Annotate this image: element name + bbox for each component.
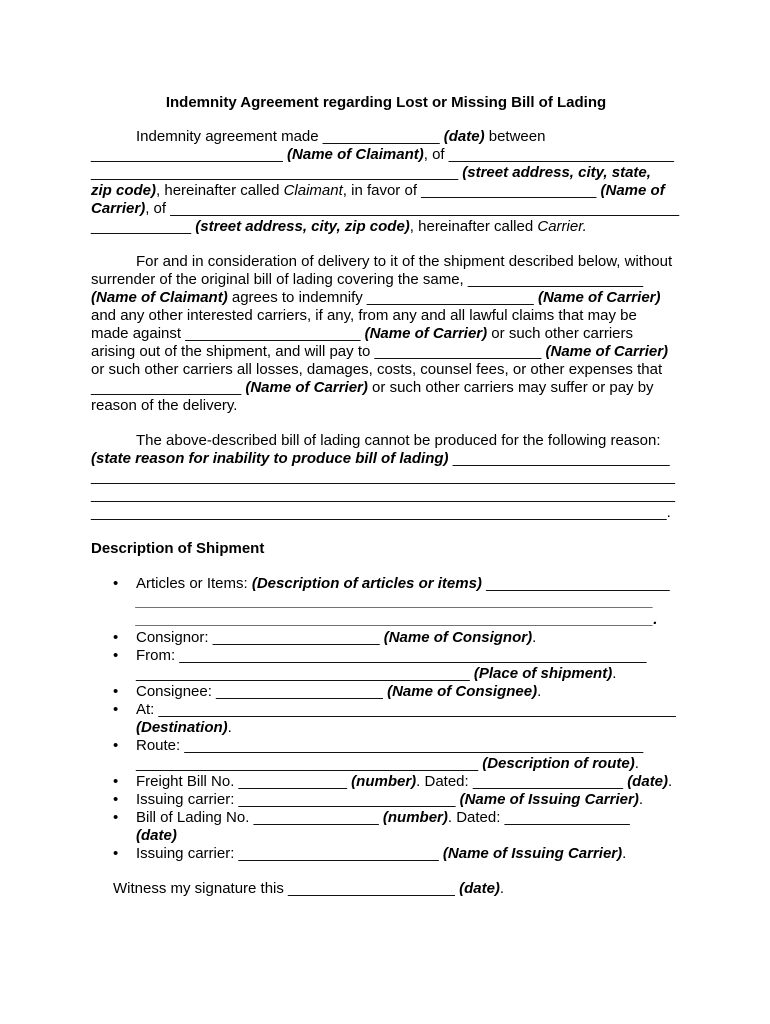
list-item: • Articles or Items: (Description of articles or items) ______________________: [113, 575, 670, 592]
bullet-icon: •: [113, 701, 119, 718]
list-item: _________________________________________ (Description of route).: [136, 755, 639, 772]
document-page: [91, 92, 681, 898]
text-line: and any other interested carriers, if any, from any and all lawful claims that may be: [91, 307, 637, 324]
list-item: (date): [136, 827, 177, 844]
text-line: _______________________ (Name of Claimant), of ___________________________: [91, 146, 674, 163]
list-item: • From: ________________________________________________________: [113, 647, 647, 664]
text-line: or such other carriers all losses, damages, costs, counsel fees, or other expenses that: [91, 361, 663, 378]
text-line: arising out of the shipment, and will pay to ____________________ (Name of Carrier): [91, 343, 669, 360]
bullet-icon: •: [113, 791, 119, 808]
bullet-icon: •: [113, 575, 119, 592]
bullet-icon: •: [113, 629, 119, 646]
list-item: ________________________________________ (Place of shipment).: [136, 665, 617, 682]
list-item: • Bill of Lading No. _______________ (number). Dated: _______________: [113, 809, 630, 826]
bullet-icon: •: [113, 845, 119, 862]
list-item: • Issuing carrier: ________________________ (Name of Issuing Carrier).: [113, 845, 627, 862]
text-line: made against _____________________ (Name of Carrier) or such other carriers: [91, 325, 634, 342]
list-item: • Consignee: ____________________ (Name of Consignee).: [113, 683, 542, 700]
list-item: • Consignor: ____________________ (Name of Consignor).: [113, 629, 537, 646]
document-title: Indemnity Agreement regarding Lost or Missing Bill of Lading: [165, 94, 607, 111]
text-line: For and in consideration of delivery to it of the shipment described below, without: [136, 253, 673, 270]
bullet-icon: •: [113, 737, 119, 754]
text-line: (Name of Claimant) agrees to indemnify ____________________ (Name of Carrier): [91, 289, 661, 306]
indemnity-paragraph: [91, 253, 681, 415]
text-line: ____________ (street address, city, zip code), hereinafter called Carrier.: [91, 218, 587, 235]
reason-paragraph: [91, 432, 681, 522]
list-item: • Freight Bill No. _____________ (number). Dated: __________________ (date).: [113, 773, 673, 790]
list-item: • At: ______________________________________________________________: [113, 701, 676, 718]
bullet-icon: •: [113, 773, 119, 790]
text-line: reason of the delivery.: [91, 397, 238, 414]
bullet-icon: •: [113, 647, 119, 664]
text-line: ____________________________________________ (street address, city, state,: [91, 164, 651, 181]
list-item: (Destination).: [136, 719, 232, 736]
agreement-intro-paragraph: [91, 128, 681, 236]
text-line: (state reason for inability to produce bill of lading) __________________________: [91, 450, 670, 467]
text-line: Indemnity agreement made ______________ (date) between: [136, 128, 546, 145]
list-item: • Route: _______________________________________________________: [113, 737, 644, 754]
blank-line: ______________________________________________________________________: [91, 486, 675, 503]
text-line: __________________ (Name of Carrier) or such other carriers may suffer or pay by: [91, 379, 654, 396]
blank-line: _____________________________________________________________________.: [91, 504, 671, 521]
list-item: ______________________________________________________________: [136, 593, 654, 610]
text-line: Carrier), of _____________________________________________________________: [91, 200, 680, 217]
shipment-list: [91, 575, 681, 863]
witness-line: Witness my signature this ____________________ (date).: [113, 880, 505, 897]
section-heading: Description of Shipment: [91, 540, 265, 557]
list-item: ______________________________________________________________.: [136, 611, 658, 628]
text-line: surrender of the original bill of lading covering the same, _____________________: [91, 271, 644, 288]
blank-line: ______________________________________________________________________: [91, 468, 675, 485]
list-item: • Issuing carrier: __________________________ (Name of Issuing Carrier).: [113, 791, 643, 808]
bullet-icon: •: [113, 683, 119, 700]
text-line: The above-described bill of lading cannot be produced for the following reason:: [136, 432, 661, 449]
bullet-icon: •: [113, 809, 119, 826]
text-line: zip code), hereinafter called Claimant, in favor of _____________________ (Name of: [91, 182, 665, 199]
